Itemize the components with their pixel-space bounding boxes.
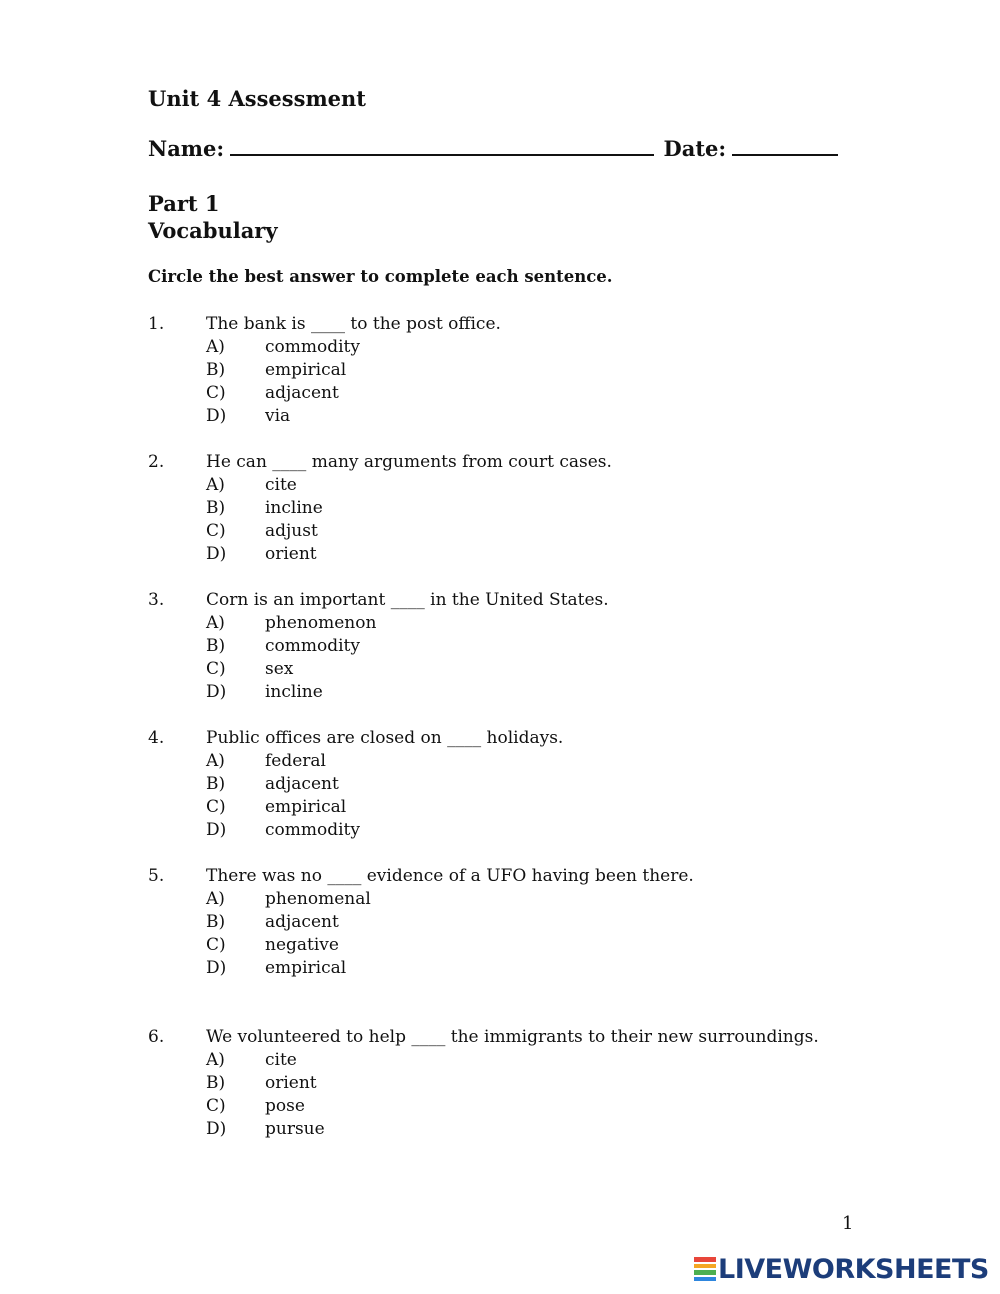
brand-logo-icon [694,1256,716,1282]
answer-option[interactable] [148,474,908,497]
option-letter: A) [206,1050,225,1070]
option-letter: B) [206,636,226,656]
option-text: sex [265,659,294,679]
answer-option[interactable] [148,888,908,911]
option-text: phenomenal [265,889,371,909]
page-number: 1 [842,1213,854,1234]
option-text: incline [265,682,323,702]
option-text: commodity [265,820,360,840]
option-text: adjacent [265,383,339,403]
question-number: 3. [148,590,165,610]
question-3 [148,589,908,704]
part-label: Part 1 [148,191,220,216]
option-text: orient [265,544,317,564]
option-letter: A) [206,337,225,357]
option-letter: D) [206,1119,227,1139]
answer-option[interactable] [148,1118,908,1141]
option-letter: C) [206,521,226,541]
question-number: 6. [148,1027,165,1047]
option-letter: D) [206,820,227,840]
answer-option[interactable] [148,336,908,359]
question-stem: The bank is ____ to the post office. [206,314,501,334]
option-letter: D) [206,544,227,564]
question-stem-line [148,451,908,474]
answer-option[interactable] [148,359,908,382]
option-letter: C) [206,935,226,955]
option-text: via [265,406,291,426]
name-blank-line[interactable] [230,136,653,156]
answer-option[interactable] [148,497,908,520]
date-blank-line[interactable] [732,136,838,156]
option-text: adjacent [265,774,339,794]
option-letter: B) [206,360,226,380]
option-letter: C) [206,797,226,817]
logo-stripe [694,1270,716,1275]
answer-option[interactable] [148,681,908,704]
answer-option[interactable] [148,957,908,980]
question-stem-line [148,589,908,612]
question-stem-line [148,865,908,888]
question-1 [148,313,908,428]
answer-option[interactable] [148,405,908,428]
question-number: 2. [148,452,165,472]
answer-option[interactable] [148,635,908,658]
question-2 [148,451,908,566]
option-letter: B) [206,498,226,518]
answer-option[interactable] [148,1072,908,1095]
answer-option[interactable] [148,934,908,957]
brand-name: LIVEWORKSHEETS [718,1253,989,1285]
option-text: commodity [265,337,360,357]
question-stem: Corn is an important ____ in the United States. [206,590,609,610]
option-letter: B) [206,774,226,794]
answer-option[interactable] [148,382,908,405]
question-stem: We volunteered to help ____ the immigrants to their new surroundings. [206,1027,819,1047]
option-text: incline [265,498,323,518]
option-letter: D) [206,406,227,426]
section-label: Vocabulary [148,218,278,243]
option-text: adjust [265,521,318,541]
option-letter: A) [206,475,225,495]
name-label: Name: [148,136,225,161]
answer-option[interactable] [148,819,908,842]
option-text: negative [265,935,339,955]
option-letter: C) [206,383,226,403]
answer-option[interactable] [148,773,908,796]
option-letter: D) [206,682,227,702]
question-number: 5. [148,866,165,886]
question-stem: He can ____ many arguments from court cases. [206,452,612,472]
option-text: empirical [265,360,347,380]
answer-option[interactable] [148,750,908,773]
option-text: phenomenon [265,613,377,633]
logo-stripe [694,1264,716,1269]
option-text: empirical [265,797,347,817]
option-letter: A) [206,613,225,633]
date-label: Date: [663,136,727,161]
answer-option[interactable] [148,543,908,566]
option-letter: A) [206,751,225,771]
question-stem-line [148,313,908,336]
option-text: cite [265,475,297,495]
option-text: pursue [265,1119,325,1139]
answer-option[interactable] [148,911,908,934]
answer-option[interactable] [148,796,908,819]
option-text: cite [265,1050,297,1070]
question-4 [148,727,908,842]
question-stem: Public offices are closed on ____ holidays. [206,728,564,748]
option-text: commodity [265,636,360,656]
question-number: 4. [148,728,165,748]
question-stem-line [148,1026,908,1049]
logo-stripe [694,1277,716,1282]
option-text: adjacent [265,912,339,932]
liveworksheets-logo [694,1254,989,1284]
option-letter: A) [206,889,225,909]
answer-option[interactable] [148,1095,908,1118]
logo-stripe [694,1257,716,1262]
question-stem: There was no ____ evidence of a UFO having been there. [206,866,694,886]
option-letter: D) [206,958,227,978]
question-5 [148,865,908,980]
answer-option[interactable] [148,520,908,543]
name-date-row [148,136,838,161]
option-letter: B) [206,1073,226,1093]
instructions: Circle the best answer to complete each sentence. [148,267,613,286]
answer-option[interactable] [148,1049,908,1072]
option-letter: C) [206,1096,226,1116]
option-text: empirical [265,958,347,978]
page-title: Unit 4 Assessment [148,86,366,111]
answer-option[interactable] [148,612,908,635]
question-stem-line [148,727,908,750]
question-number: 1. [148,314,165,334]
part-heading [148,190,278,244]
option-letter: C) [206,659,226,679]
option-text: orient [265,1073,317,1093]
option-text: pose [265,1096,305,1116]
answer-option[interactable] [148,658,908,681]
question-6 [148,1026,908,1141]
option-letter: B) [206,912,226,932]
option-text: federal [265,751,326,771]
